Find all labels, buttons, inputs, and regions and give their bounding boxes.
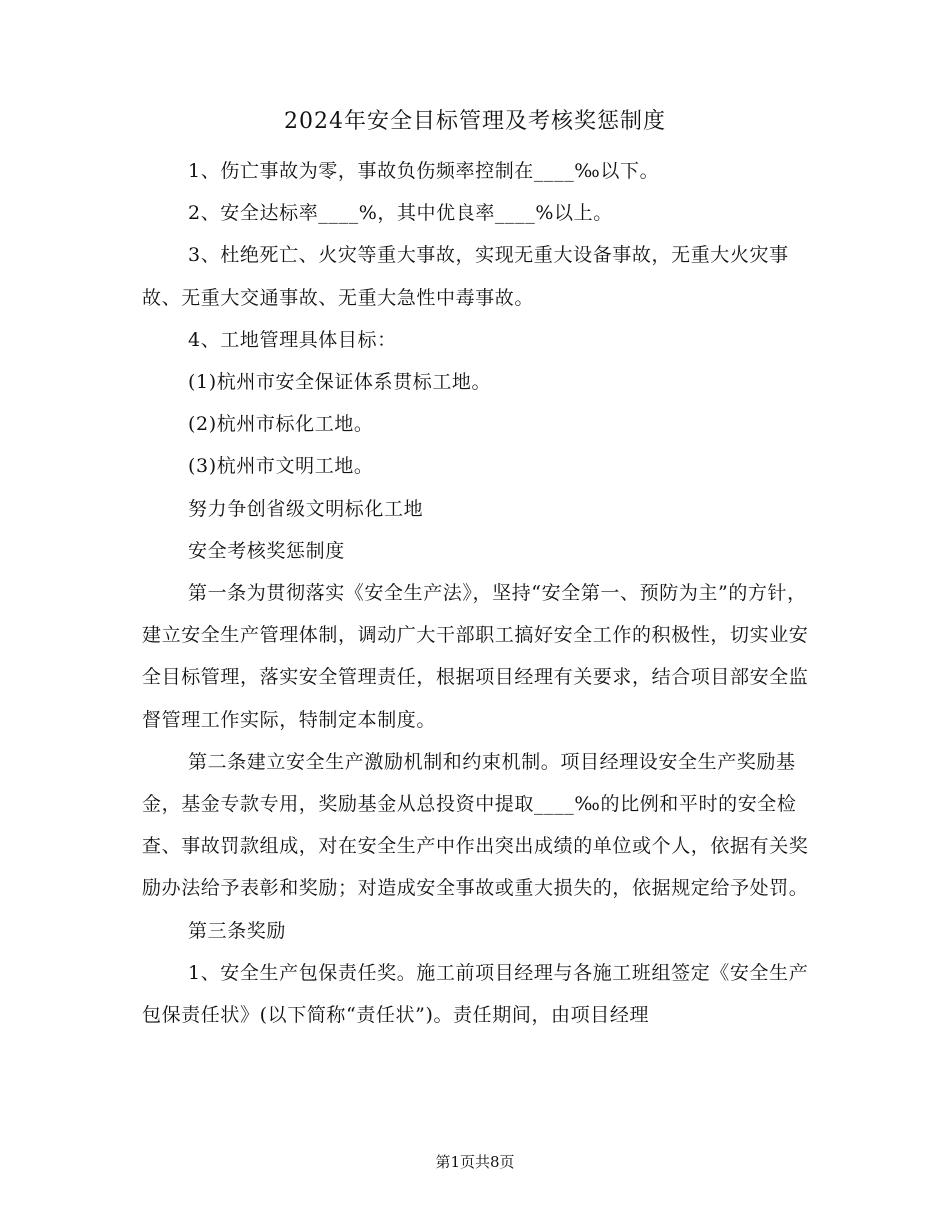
document-title: 2024年安全目标管理及考核奖惩制度 [284,109,666,134]
paragraph-site-goal-1: (1)杭州市安全保证体系贯标工地。 [188,371,492,394]
paragraph-provincial-goal: 努力争创省级文明标化工地 [188,497,424,520]
paragraph-article-3-item-1: 1、安全生产包保责任奖。施工前项目经理与各施工班组签定《安全生产包保责任状》(以下简称“责任状”)。责任期间，由项目经理 [142,961,809,1027]
paragraph-site-goal-3: (3)杭州市文明工地。 [188,455,374,478]
paragraph-target-major-accidents: 3、杜绝死亡、火灾等重大事故，实现无重大设备事故，无重大火灾事故、无重大交通事故、无重大急性中毒事故。 [142,244,789,309]
paragraph-target-compliance: 2、安全达标率____%，其中优良率____%以上。 [188,202,613,225]
section-heading-rewards-penalties: 安全考核奖惩制度 [188,539,345,562]
document-body [142,150,810,1036]
paragraph-article-2: 第二条建立安全生产激励机制和约束机制。项目经理设安全生产奖励基金，基金专款专用，奖励基金从总投资中提取____‰的比例和平时的安全检查、事故罚款组成，对在安全生产中作出突出成绩的单位或个人，依据有关奖励办法给予表彰和奖励；对造成安全事故或重大损失的，依据规定给予处罚。 [142,750,809,900]
paragraph-site-goal-2: (2)杭州市标化工地。 [188,413,374,436]
paragraph-target-casualty: 1、伤亡事故为零，事故负伤频率控制在____‰以下。 [188,160,660,182]
paragraph-article-3-heading: 第三条奖励 [188,919,287,942]
paragraph-article-1: 第一条为贯彻落实《安全生产法》，坚持“安全第一、预防为主”的方针，建立安全生产管理体制，调动广大干部职工搞好安全工作的积极性，切实业安全目标管理，落实安全管理责任，根据项目经理有关要求，结合项目部安全监督管理工作实际，特制定本制度。 [142,582,809,731]
page-number-footer: 第1页共8页 [435,1153,515,1171]
paragraph-site-goals-heading: 4、工地管理具体目标： [188,328,397,351]
